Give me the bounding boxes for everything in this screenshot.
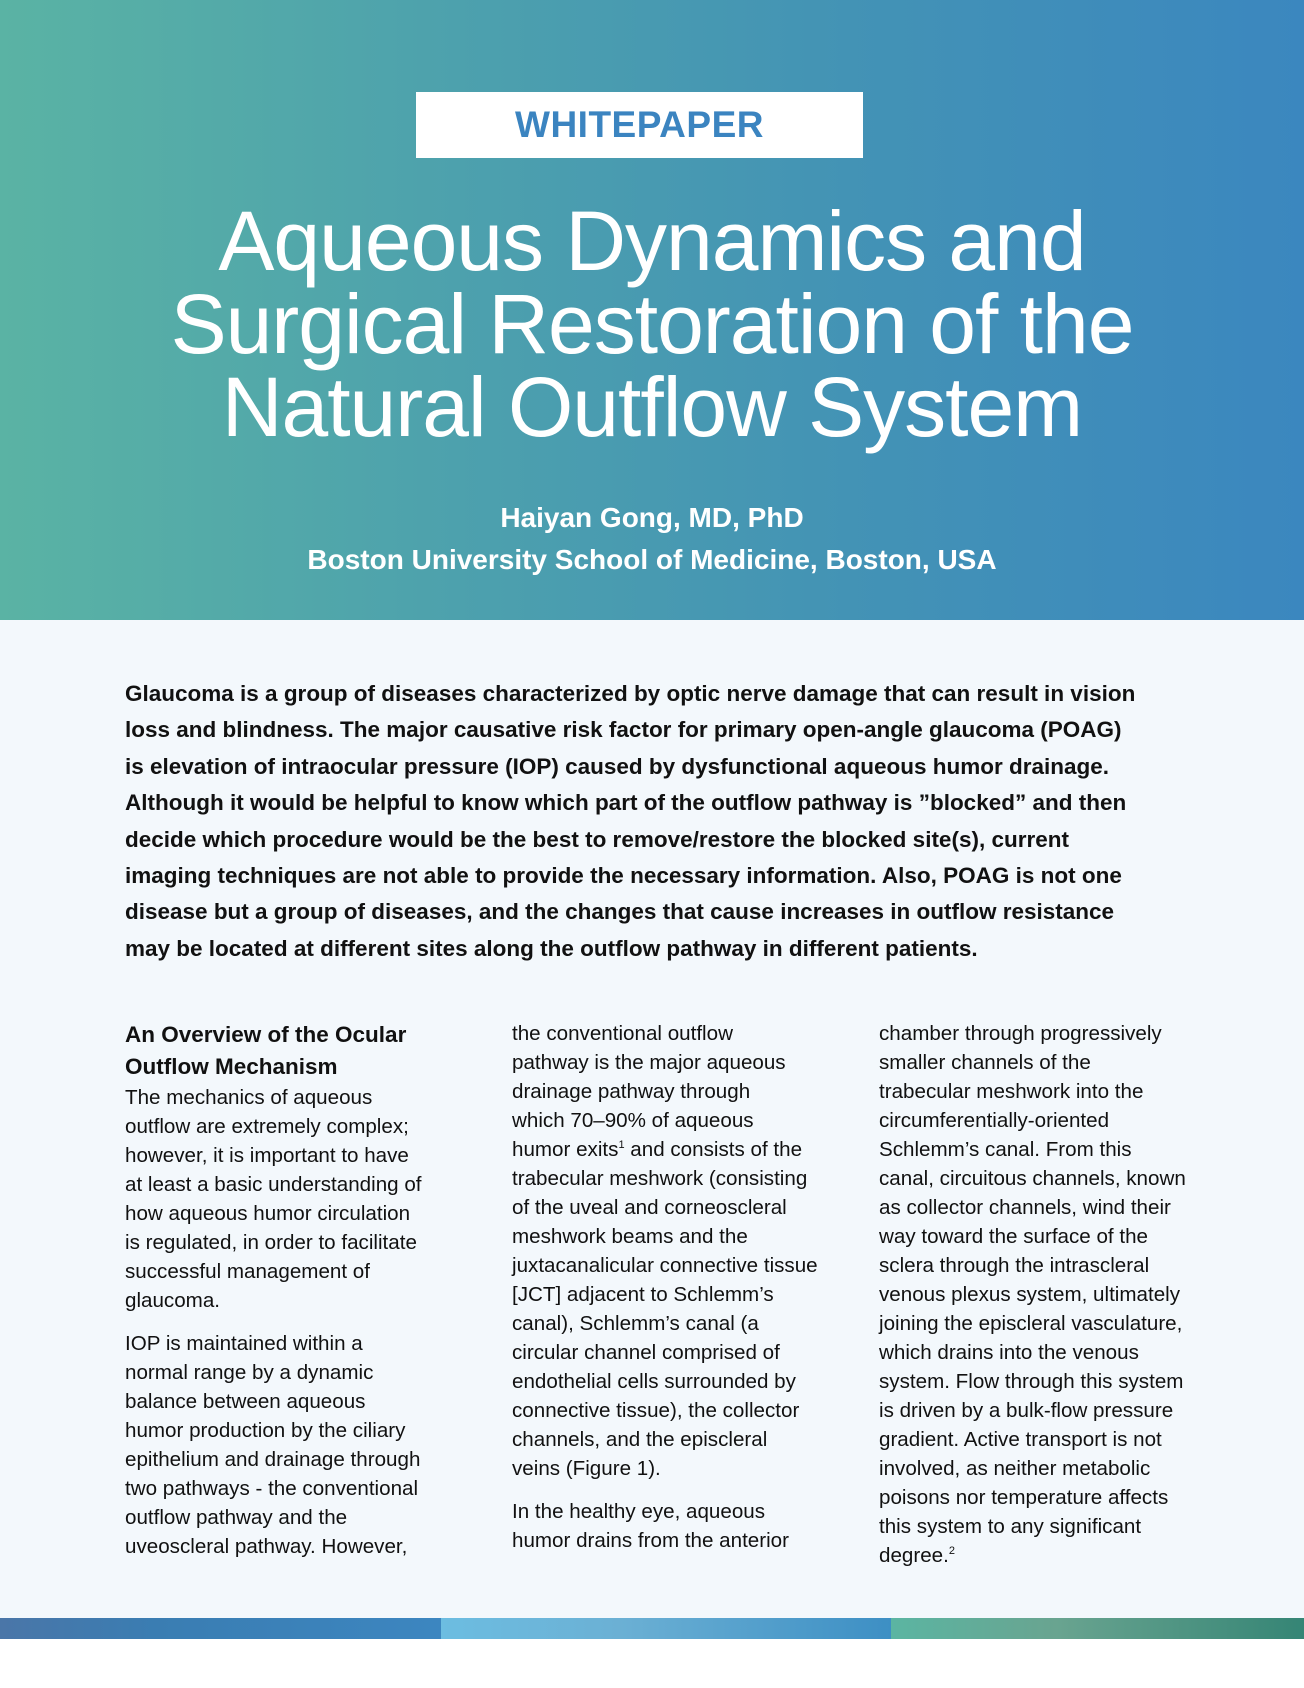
author-affiliation: Boston University School of Medicine, Boston, USA: [307, 544, 997, 575]
footnote-ref[interactable]: 2: [948, 1545, 955, 1557]
text-line: trabecular meshwork (consisting: [512, 1167, 808, 1190]
title-line: Natural Outflow System: [221, 360, 1083, 454]
text-line: veins (Figure 1).: [512, 1457, 661, 1480]
text-line: this system to any significant: [879, 1515, 1142, 1538]
paragraph: [125, 1083, 465, 1315]
text-line: IOP is maintained within a: [125, 1332, 363, 1355]
text-line: [512, 1135, 852, 1164]
text-line: meshwork beams and the: [512, 1225, 748, 1248]
text-line: the conventional outflow: [512, 1022, 733, 1045]
text-line: drainage pathway through: [512, 1080, 751, 1103]
text-line: venous plexus system, ultimately: [879, 1283, 1181, 1306]
title-line: Surgical Restoration of the: [170, 277, 1134, 371]
footer-segment-blue: [0, 1618, 441, 1639]
abstract-line: Although it would be helpful to know which part of the outflow pathway is ”blocked” and then: [125, 790, 1127, 816]
paragraph: [512, 1019, 852, 1483]
text-line: glaucoma.: [125, 1289, 221, 1312]
paragraph: [879, 1019, 1219, 1570]
text-line: circumferentially-oriented: [879, 1109, 1110, 1132]
text-line: connective tissue), the collector: [512, 1399, 800, 1422]
heading-line: An Overview of the Ocular: [125, 1022, 407, 1047]
section-heading: [125, 1019, 465, 1083]
text-line: chamber through progressively: [879, 1022, 1162, 1045]
paragraph: [125, 1329, 465, 1561]
badge-label: WHITEPAPER: [515, 104, 764, 145]
abstract: [125, 676, 1185, 967]
text-line: circular channel comprised of: [512, 1341, 780, 1364]
content-area: [0, 620, 1304, 1618]
text-line: endothelial cells surrounded by: [512, 1370, 796, 1393]
column-3: [879, 1019, 1219, 1570]
text-line: [JCT] adjacent to Schlemm’s: [512, 1283, 774, 1306]
text-line: how aqueous humor circulation: [125, 1202, 411, 1225]
text-line: outflow are extremely complex;: [125, 1115, 409, 1138]
text-line: balance between aqueous: [125, 1390, 366, 1413]
column-1: [125, 1019, 465, 1561]
abstract-line: imaging techniques are not able to provide the necessary information. Also, POAG is not one: [125, 863, 1122, 889]
text-line: humor production by the ciliary: [125, 1419, 406, 1442]
text-line: successful management of: [125, 1260, 370, 1283]
text-line: which drains into the venous: [879, 1341, 1139, 1364]
text-line: is regulated, in order to facilitate: [125, 1231, 417, 1254]
text-line: outflow pathway and the: [125, 1506, 348, 1529]
text-line: joining the episcleral vasculature,: [879, 1312, 1183, 1335]
text-fragment: and consists of the: [624, 1138, 803, 1161]
footnote-ref[interactable]: 1: [618, 1139, 625, 1151]
text-fragment: degree.: [879, 1544, 949, 1567]
text-line: which 70–90% of aqueous: [512, 1109, 754, 1132]
footer-color-bar: [0, 1618, 1304, 1639]
text-line: humor drains from the anterior: [512, 1529, 789, 1552]
text-line: two pathways - the conventional: [125, 1477, 419, 1500]
paragraph-gap: [512, 1483, 852, 1497]
abstract-line: decide which procedure would be the best to remove/restore the blocked site(s), current: [125, 826, 1069, 852]
author-name: Haiyan Gong, MD, PhD: [500, 502, 804, 533]
paragraph: [512, 1497, 852, 1555]
abstract-line: Glaucoma is a group of diseases characterized by optic nerve damage that can result in vision: [125, 681, 1136, 706]
abstract-line: may be located at different sites along the outflow pathway in different patients.: [125, 935, 978, 961]
abstract-line: loss and blindness. The major causative risk factor for primary open-angle glaucoma (POAG): [125, 717, 1122, 743]
abstract-line: disease but a group of diseases, and the changes that cause increases in outflow resistance: [125, 899, 1115, 925]
text-line: at least a basic understanding of: [125, 1173, 422, 1196]
text-line: system. Flow through this system: [879, 1370, 1184, 1393]
text-line: involved, as neither metabolic: [879, 1457, 1151, 1480]
text-fragment: humor exits: [512, 1138, 619, 1161]
text-line: pathway is the major aqueous: [512, 1051, 786, 1074]
paragraph-gap: [125, 1315, 465, 1329]
text-line: [879, 1541, 1219, 1570]
whitepaper-badge: [416, 92, 863, 158]
document-title: [0, 194, 1304, 454]
text-line: epithelium and drainage through: [125, 1448, 421, 1471]
text-line: of the uveal and corneoscleral: [512, 1196, 787, 1219]
text-line: however, it is important to have: [125, 1144, 409, 1167]
text-line: juxtacanalicular connective tissue: [512, 1254, 818, 1277]
text-line: canal), Schlemm’s canal (a: [512, 1312, 759, 1335]
text-line: way toward the surface of the: [879, 1225, 1149, 1248]
footer-segment-light-blue: [441, 1618, 891, 1639]
text-line: poisons nor temperature affects: [879, 1486, 1169, 1509]
text-line: In the healthy eye, aqueous: [512, 1500, 766, 1523]
text-line: normal range by a dynamic: [125, 1361, 374, 1384]
text-line: trabecular meshwork into the: [879, 1080, 1144, 1103]
text-line: Schlemm’s canal. From this: [879, 1138, 1132, 1161]
footer-segment-teal: [891, 1618, 1304, 1639]
heading-line: Outflow Mechanism: [125, 1054, 338, 1079]
column-2: [512, 1019, 852, 1555]
text-line: The mechanics of aqueous: [125, 1086, 373, 1109]
text-line: channels, and the episcleral: [512, 1428, 768, 1451]
abstract-line: is elevation of intraocular pressure (IOP) caused by dysfunctional aqueous humor drainage.: [125, 753, 1109, 779]
text-line: sclera through the intrascleral: [879, 1254, 1150, 1277]
header-banner: [0, 0, 1304, 620]
title-line: Aqueous Dynamics and: [218, 194, 1086, 288]
text-line: smaller channels of the: [879, 1051, 1091, 1074]
text-line: is driven by a bulk-flow pressure: [879, 1399, 1174, 1422]
text-line: gradient. Active transport is not: [879, 1428, 1162, 1451]
text-line: as collector channels, wind their: [879, 1196, 1171, 1219]
text-line: uveoscleral pathway. However,: [125, 1535, 408, 1558]
text-line: canal, circuitous channels, known: [879, 1167, 1186, 1190]
